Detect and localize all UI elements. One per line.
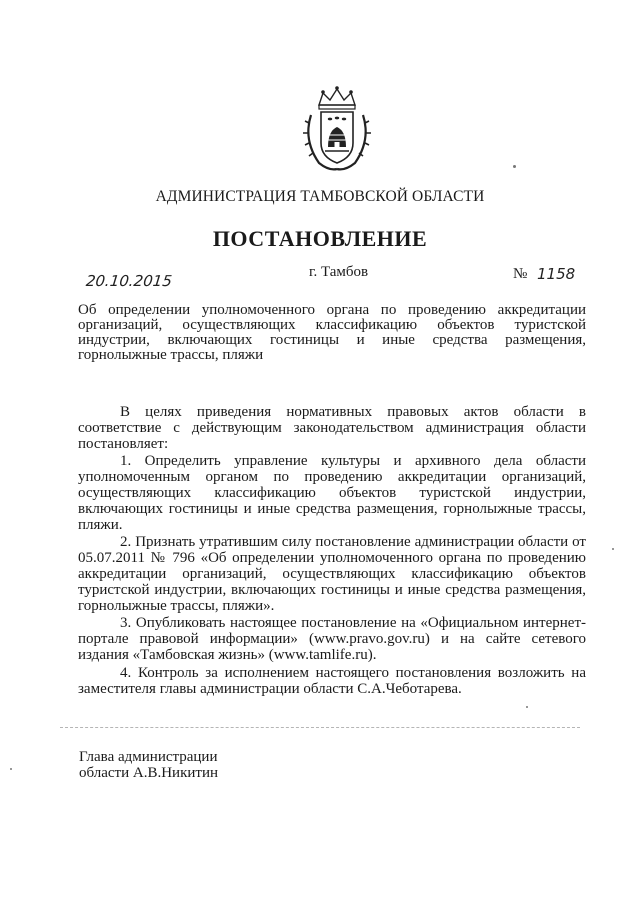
tambov-coat-of-arms-icon — [297, 85, 377, 173]
document-body — [78, 405, 586, 699]
item-1-paragraph: 1. Определить управление культуры и архивного дела области уполномоченным органом по проведению аккредитации организаций, осуществляющих классификацию объектов туристской индустрии, включающих гостиницы и иные средства размещения, горнолыжные трассы, пляжи. — [78, 453, 586, 533]
item-4-paragraph: 4. Контроль за исполнением настоящего постановления возложить на заместителя главы администрации области С.А.Чеботарева. — [78, 664, 586, 697]
document-date: 20.10.2015 — [85, 272, 173, 290]
organization-name: АДМИНИСТРАЦИЯ ТАМБОВСКОЙ ОБЛАСТИ — [155, 188, 485, 205]
signature-line-2: области А.В.Никитин — [79, 765, 219, 781]
signature-block — [79, 749, 218, 781]
item-2-paragraph: 2. Признать утратившим силу постановление администрации области от 05.07.2011 № 796 «Об определении уполномоченного органа по проведению аккредитации организаций, осуществляющих классификацию объектов туристской индустрии, включающих гостиницы и иные средства размещения, горнолыжные трассы, пляжи». — [78, 534, 586, 614]
scan-artifact-line — [60, 727, 580, 729]
scan-speck — [10, 768, 12, 770]
scan-speck — [513, 165, 516, 168]
document-type: ПОСТАНОВЛЕНИЕ — [212, 226, 428, 251]
document-number-label: № — [513, 266, 528, 282]
preamble-paragraph: В целях приведения нормативных правовых актов области в соответствие с действующим законодательством администрация области постановляет: — [78, 404, 586, 452]
document-title: Об определении уполномоченного органа по проведению аккредитации организаций, осуществляющих классификацию объектов туристской индустрии, включающих гостиницы и иные средства размещения, горнолыжные трассы, пляжи — [78, 302, 586, 363]
item-3-paragraph: 3. Опубликовать настоящее постановление на «Официальном интернет-портале правовой информации» (www.pravo.gov.ru) и на сайте сетевого издания «Тамбовская жизнь» (www.tamlife.ru). — [78, 615, 586, 663]
document-number: 1158 — [537, 265, 576, 283]
scan-speck — [526, 706, 528, 708]
document-city: г. Тамбов — [309, 264, 369, 280]
signature-line-1: Глава администрации — [79, 749, 218, 765]
scan-speck — [612, 548, 614, 550]
